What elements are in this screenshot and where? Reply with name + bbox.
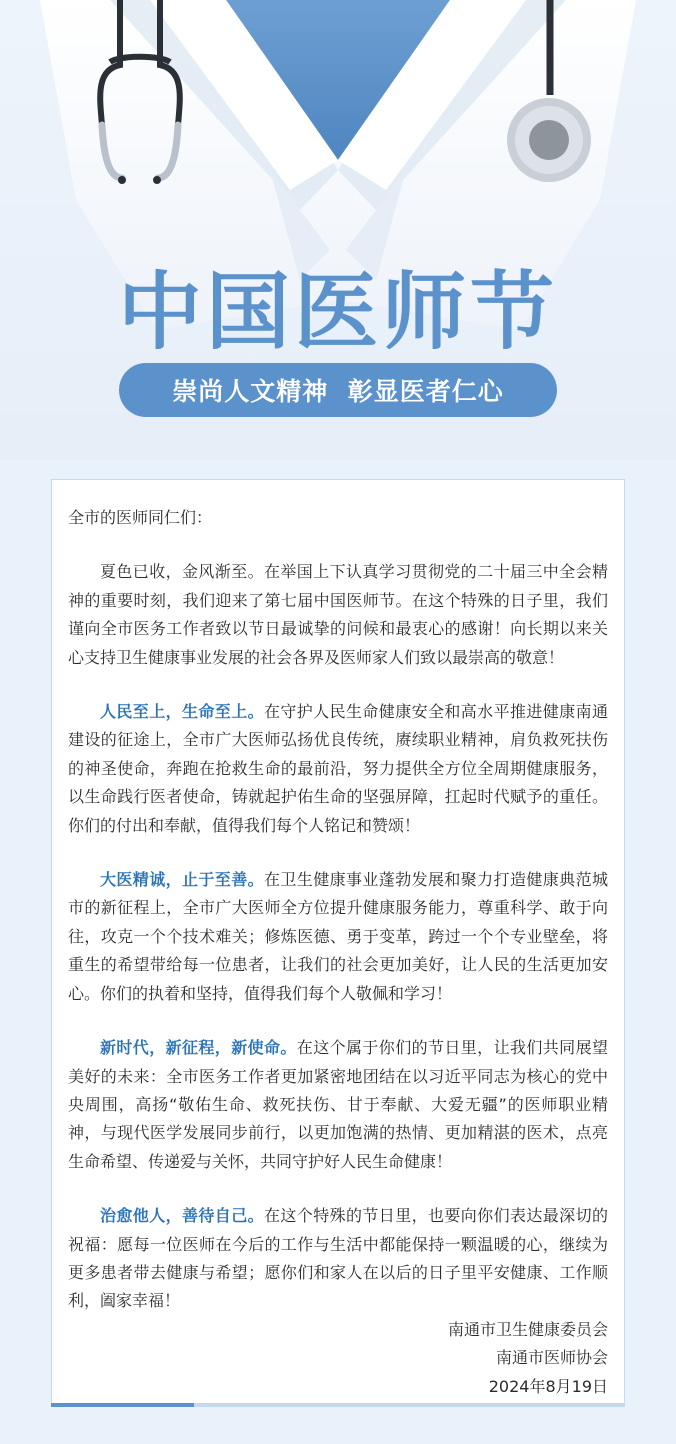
section-lead: 新时代，新征程，新使命。 [100, 1038, 297, 1058]
section-body: 在卫生健康事业蓬勃发展和聚力打造健康典范城市的新征程上，全市广大医师全方位提升健康服务能力，尊重科学、敢于向往，攻克一个个技术难关；修炼医德、勇于变革，跨过一个个专业壁垒，将重生的希望带给每一位患者，让我们的社会更加美好，让人民的生活更加安心。你们的执着和坚持，值得我们每个人敬佩和学习！ [68, 870, 608, 1003]
letter-section [68, 1034, 608, 1176]
signature-date: 2024年8月19日 [488, 1376, 608, 1396]
footer-accent-bar [51, 1403, 194, 1407]
letter-card [51, 479, 625, 1405]
signature-org-health-commission: 南通市卫生健康委员会 [447, 1320, 608, 1339]
section-body: 在这个属于你们的节日里，让我们共同展望美好的未来：全市医务工作者更加紧密地团结在以习近平同志为核心的党中央周围，高扬“敬佑生命、救死扶伤、甘于奉献、大爱无疆”的医师职业精神，与现代医学发展同步前行，以更加饱满的热情、更加精湛的医术，点亮生命希望、传递爱与关怀，共同守护好人民生命健康！ [68, 1038, 608, 1171]
page-title: 中国医师节 [117, 263, 558, 361]
section-body: 在守护人民生命健康安全和高水平推进健康南通建设的征途上，全市广大医师弘扬优良传统，赓续职业精神，肩负救死扶伤的神圣使命，奔跑在抢救生命的最前沿，努力提供全方位全周期健康服务，以生命践行医者使命，铸就起护佑生命的坚强屏障，扛起时代赋予的重任。你们的付出和奉献，值得我们每个人铭记和赞颂！ [68, 702, 608, 835]
section-lead: 大医精诚，止于至善。 [100, 870, 264, 890]
letter-section [68, 698, 608, 840]
stethoscope-icon [0, 0, 676, 200]
section-lead: 人民至上，生命至上。 [100, 702, 264, 722]
section-lead: 治愈他人，善待自己。 [100, 1206, 264, 1226]
signature-block [448, 1316, 608, 1401]
letter-greeting: 全市的医师同仁们： [68, 508, 213, 527]
hero-banner [0, 0, 676, 460]
footer-divider-bar [194, 1403, 625, 1407]
slogan-banner: 崇尚人文精神 彰显医者仁心 [119, 363, 557, 417]
letter-intro: 夏色已收，金风渐至。在举国上下认真学习贯彻党的二十届三中全会精神的重要时刻，我们迎来了第七届中国医师节。在这个特殊的日子里，我们谨向全市医务工作者致以节日最诚挚的问候和最衷心的感谢！向长期以来关心支持卫生健康事业发展的社会各界及医师家人们致以最崇高的敬意！ [68, 562, 608, 667]
signature-org-physician-association: 南通市医师协会 [495, 1348, 608, 1368]
letter-section [68, 866, 608, 1008]
section-body: 在这个特殊的节日里，也要向你们表达最深切的祝福：愿每一位医师在今后的工作与生活中都能保持一颗温暖的心，继续为更多患者带去健康与希望；愿你们和家人在以后的日子里平安健康、工作顺利，阖家幸福！ [68, 1206, 608, 1311]
letter-section [68, 1202, 608, 1316]
